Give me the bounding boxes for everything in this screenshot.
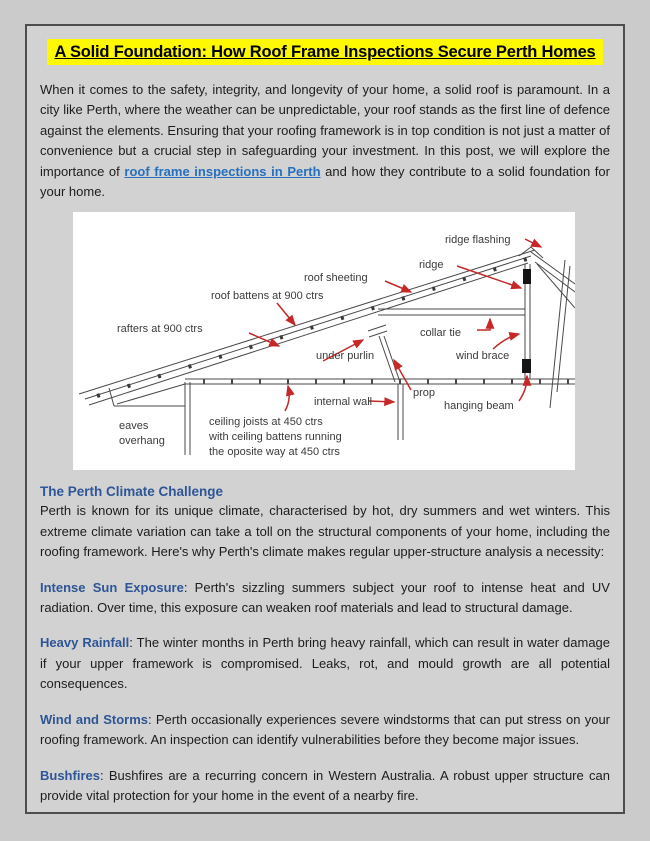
section-body-fire: : Bushfires are a recurring concern in Western Australia. A robust upper structure can provide vital protection for your home in the event of a nearby fire.: [40, 767, 610, 803]
diagram-label-under-purlin: under purlin: [316, 350, 375, 363]
roof-diagram-svg: [73, 212, 575, 470]
section-sun: [40, 578, 610, 619]
section-lead-wind: Wind and Storms: [40, 711, 149, 727]
diagram-label-eaves-2: overhang: [119, 435, 165, 448]
diagram-label-joists-1: ceiling joists at 450 ctrs: [209, 416, 323, 429]
intro-text-after: and how they contribute to a solid foundation for your home.: [40, 163, 610, 200]
diagram-label-internal-wall: internal wall: [314, 396, 373, 409]
diagram-label-rafters: rafters at 900 ctrs: [117, 323, 203, 336]
section-rain: [40, 633, 610, 694]
roof-inspections-link[interactable]: roof frame inspections in Perth: [124, 163, 321, 179]
section-lead-sun: Intense Sun Exposure: [40, 579, 184, 595]
diagram-label-joists-2: with ceiling battens running: [209, 431, 342, 444]
diagram-label-hanging-beam: hanging beam: [444, 400, 514, 413]
diagram-label-roof-battens: roof battens at 900 ctrs: [211, 290, 324, 303]
diagram-label-prop: prop: [413, 387, 436, 400]
diagram-label-wind-brace: wind brace: [456, 350, 510, 363]
section-body-sun: : Perth's sizzling summers subject your roof to intense heat and UV radiation. Over time, this exposure can weaken roof materials and lead to structural damage.: [40, 579, 610, 616]
section-lead-fire: Bushfires: [40, 767, 100, 783]
intro-text-before: When it comes to the safety, integrity, and longevity of your home, a solid roof is paramount. In a city like Perth, where the weather can be unpredictable, your roof stands as the first line of defence against the elements. Ensuring that your roofing framework is in top condition is not just a matter of convenience but a crucial step in safeguarding your investment. In this post, we will explore the importance of: [40, 82, 610, 179]
diagram-label-ridge-flashing: ridge flashing: [445, 234, 511, 247]
pointer-arrows: [249, 239, 541, 411]
hanging-beam-marker: [522, 359, 531, 373]
section-body-rain: : The winter months in Perth bring heavy rainfall, which can result in water damage if your upper framework is compromised. Leaks, rot, and mould growth are all potential consequences.: [40, 635, 611, 692]
section-body-climate: Perth is known for its unique climate, characterised by hot, dry summers and wet winters. This extreme climate variation can take a toll on the structural components of your home, including the roofing framework. Here's why Perth's climate makes regular upper-structure analysis a necessity:: [40, 503, 610, 560]
article-title: A Solid Foundation: How Roof Frame Inspections Secure Perth Homes: [47, 39, 602, 65]
section-heading-climate: The Perth Climate Challenge: [40, 484, 224, 500]
diagram-label-ridge: ridge: [419, 259, 444, 272]
intro-paragraph: [40, 80, 610, 202]
diagram-label-joists-3: the oposite way at 450 ctrs: [209, 446, 340, 459]
title-row: [40, 39, 610, 65]
ridge-board-marker: [523, 269, 531, 284]
diagram-label-eaves-1: eaves: [119, 420, 149, 433]
diagram-label-collar-tie: collar tie: [420, 327, 461, 340]
section-lead-rain: Heavy Rainfall: [40, 635, 130, 651]
roof-frame-diagram: [73, 212, 575, 470]
document-page: [25, 24, 625, 814]
section-fire: [40, 766, 610, 807]
section-body-wind: : Perth occasionally experiences severe windstorms that can put stress on your roofing framework. An inspection can identify vulnerabilities before they become major issues.: [40, 711, 611, 748]
section-wind: [40, 710, 610, 751]
diagram-label-roof-sheeting: roof sheeting: [304, 272, 368, 285]
